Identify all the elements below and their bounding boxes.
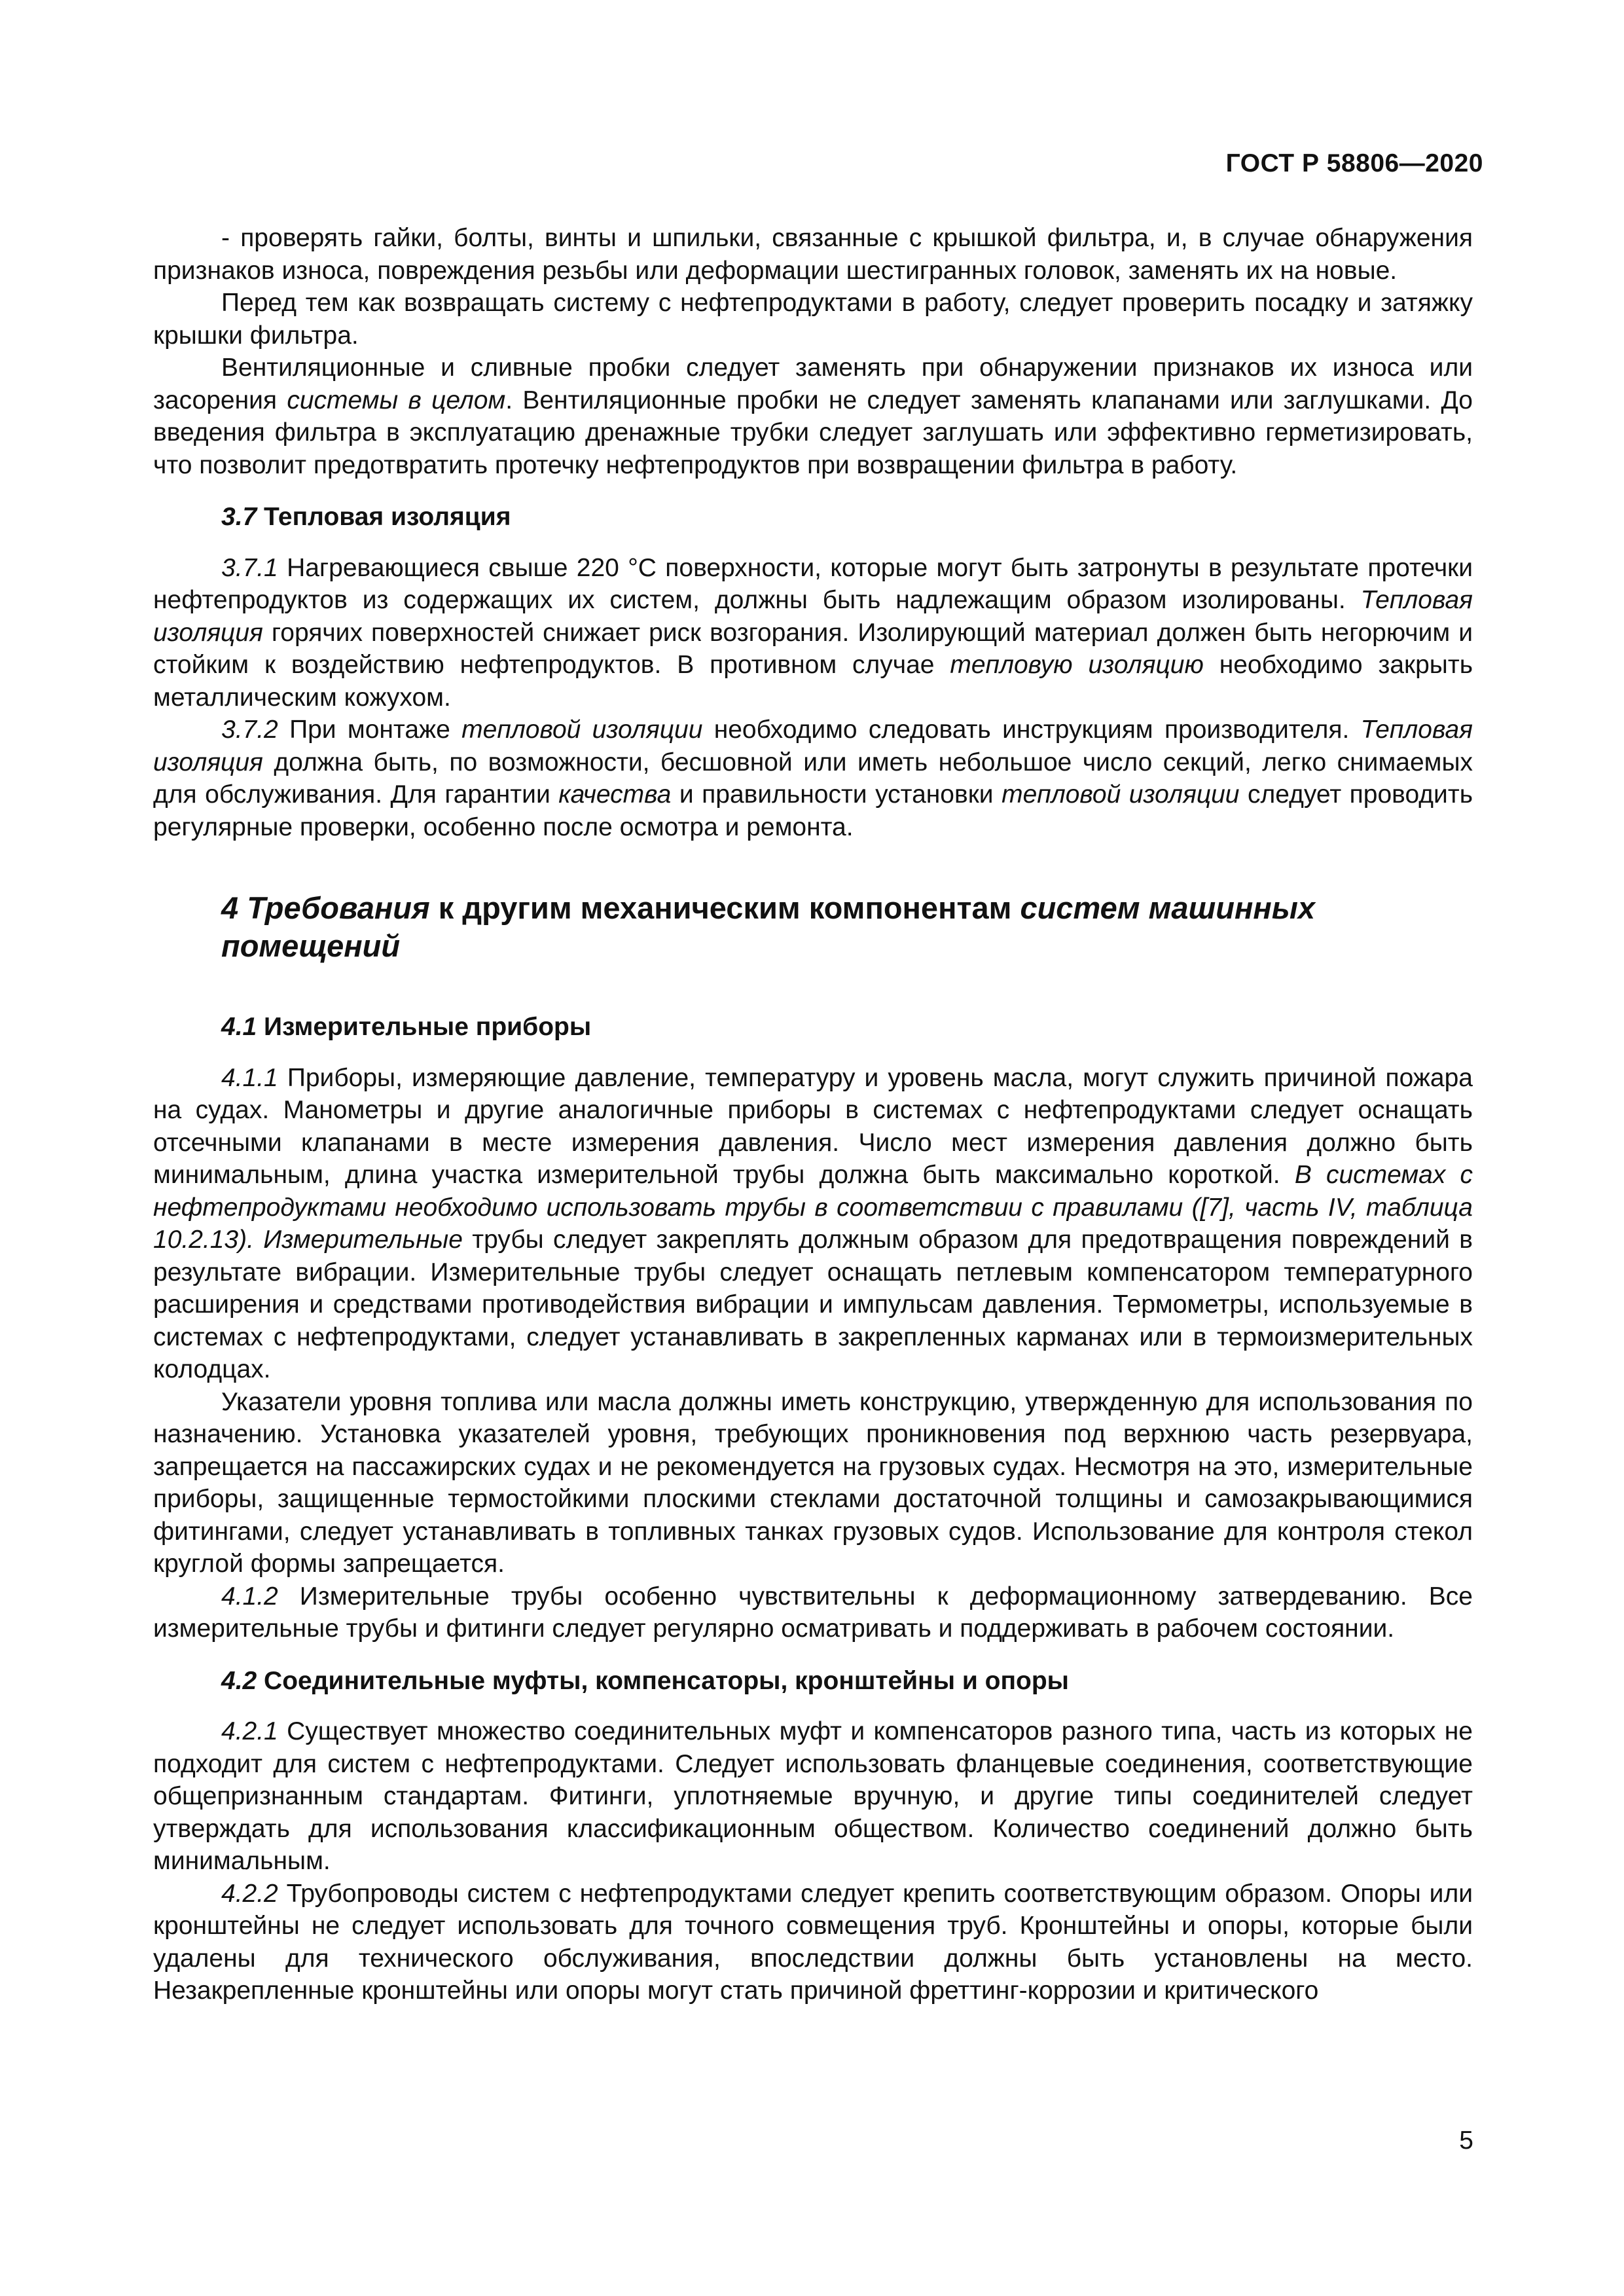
page-number: 5 xyxy=(1459,2126,1473,2155)
paragraph-4-2-2: 4.2.2 Трубопроводы систем с нефтепродуктами следует крепить соответствующим образом. Опоры или кронштейны не следует использовать для точного совмещения труб. Кронштейны и опоры, которые были удалены для технического обслуживания, впоследствии должны быть установлены на место. Незакрепленные кронштейны или опоры могут стать причиной фреттинг-коррозии и критического xyxy=(153,1879,1473,2005)
paragraph-4-1-1: 4.1.1 Приборы, измеряющие давление, температуру и уровень масла, могут служить причиной пожара на судах. Манометры и другие аналогичные приборы в системах с нефтепродуктами следует оснащать отсечными клапанами в месте измерения давления. Число мест измерения давления должно быть минимальным, длина участка измерительной трубы должна быть максимально короткой. В системах с нефтепродуктами необходимо использовать трубы в соответствии с правилами ([7], часть IV, таблица 10.2.13). Измерительные трубы следует закреплять должным образом для предотвращения повреждений в результате вибрации. Измерительные трубы следует оснащать петлевым компенсатором температурного расширения и средствами противодействия вибрации и импульсам давления. Термометры, используемые в системах с нефтепродуктами, следует устанавливать в закрепленных карманах или в термоизмерительных колодцах. xyxy=(153,1063,1473,1383)
paragraph-filter-cover: Перед тем как возвращать систему с нефтепродуктами в работу, следует проверить посадку и затяжку крышки фильтра. xyxy=(153,289,1473,350)
paragraph-3-7-2: 3.7.2 При монтаже тепловой изоляции необходимо следовать инструкциям производителя. Тепловая изоляция должна быть, по возможности, бесшовной или иметь небольшое число секций, легко снимаемых для обслуживания. Для гарантии качества и правильности установки тепловой изоляции следует проводить регулярные проверки, особенно после осмотра и ремонта. xyxy=(153,716,1473,841)
heading-3-7: 3.7 Тепловая изоляция xyxy=(221,503,511,531)
paragraph-vent-plugs: Вентиляционные и сливные пробки следует заменять при обнаружении признаков их износа или засорения системы в целом. Вентиляционные пробки не следует заменять клапанами или заглушками. До введения фильтра в эксплуатацию дренажные трубки следует заглушать или эффективно герметизировать, что позволит предотвратить протечку нефтепродуктов при возвращении фильтра в работу. xyxy=(153,354,1473,479)
paragraph-level-indicators: Указатели уровня топлива или масла должны иметь конструкцию, утвержденную для использования по назначению. Установка указателей уровня, требующих проникновения под верхнюю часть резервуара, запрещается на пассажирских судах и не рекомендуется на грузовых судах. Несмотря на это, измерительные приборы, защищенные термостойкими плоскими стеклами достаточной толщины и самозакрывающимися фитингами, следует устанавливать в топливных танках грузовых судов. Использование для контроля стекол круглой формы запрещается. xyxy=(153,1387,1473,1578)
page-body xyxy=(153,222,1473,2007)
heading-section-4: 4 Требования к другим механическим компонентам систем машинных помещений xyxy=(221,890,1316,963)
document-code: ГОСТ Р 58806—2020 xyxy=(1225,149,1483,177)
heading-4-2: 4.2 Соединительные муфты, компенсаторы, кронштейны и опоры xyxy=(221,1666,1069,1695)
paragraph-filter-bolts: - проверять гайки, болты, винты и шпильки, связанные с крышкой фильтра, и, в случае обнаружения признаков износа, повреждения резьбы или деформации шестигранных головок, заменять их на новые. xyxy=(153,224,1473,285)
paragraph-3-7-1: 3.7.1 Нагревающиеся свыше 220 °C поверхности, которые могут быть затронуты в результате протечки нефтепродуктов из содержащих их систем, должны быть надлежащим образом изолированы. Тепловая изоляция горячих поверхностей снижает риск возгорания. Изолирующий материал должен быть негорючим и стойким к воздействию нефтепродуктов. В противном случае тепловую изоляцию необходимо закрыть металлическим кожухом. xyxy=(153,553,1473,712)
heading-4-1: 4.1 Измерительные приборы xyxy=(221,1013,592,1041)
paragraph-4-2-1: 4.2.1 Существует множество соединительных муфт и компенсаторов разного типа, часть из которых не подходит для систем с нефтепродуктами. Следует использовать фланцевые соединения, соответствующие общепризнанным стандартам. Фитинги, уплотняемые вручную, и другие типы соединителей следует утверждать для использования классификационным обществом. Количество соединений должно быть минимальным. xyxy=(153,1717,1473,1875)
paragraph-4-1-2: 4.1.2 Измерительные трубы особенно чувствительны к деформационному затвердеванию. Все измерительные трубы и фитинги следует регулярно осматривать и поддерживать в рабочем состоянии. xyxy=(153,1582,1473,1643)
